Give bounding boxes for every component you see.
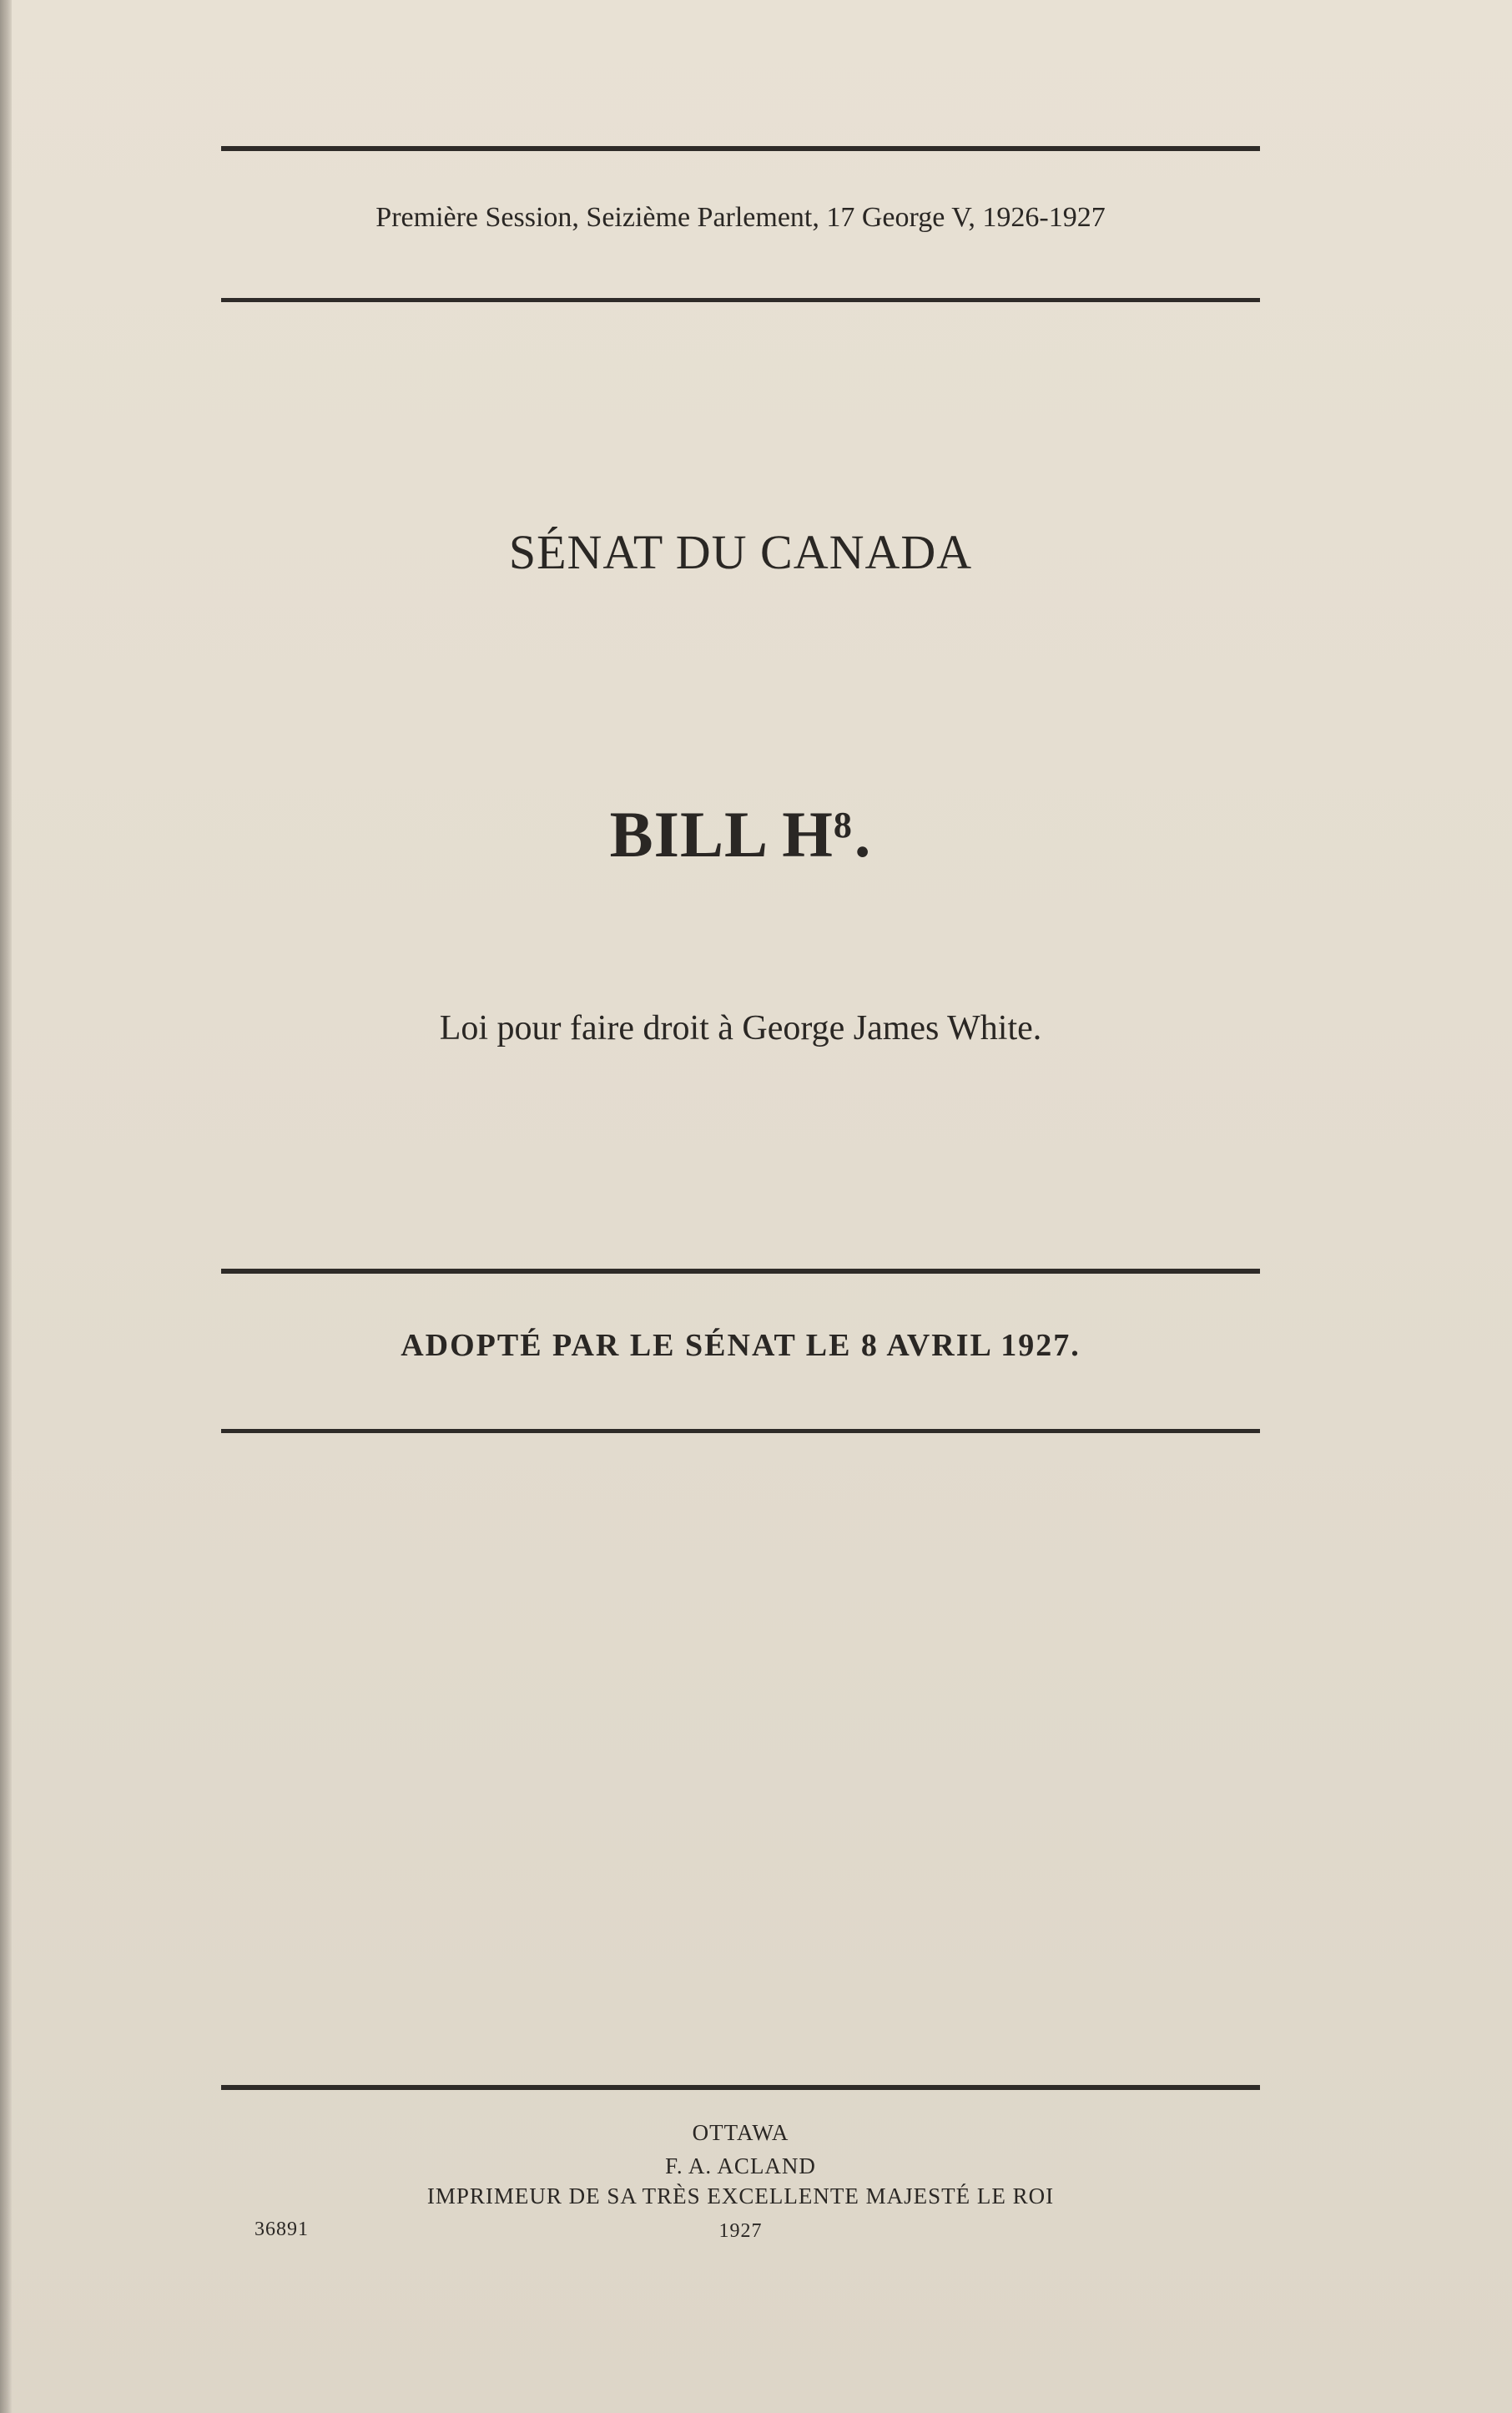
adopted-bottom-rule (221, 1429, 1260, 1433)
imprint-city: OTTAWA (692, 2120, 789, 2145)
top-rule (221, 146, 1260, 151)
bill-superscript: 8 (833, 805, 853, 846)
senate-heading: SÉNAT DU CANADA (508, 525, 973, 579)
bill-suffix: . (854, 798, 872, 871)
bill-number (221, 797, 1260, 872)
imprint-year: 1927 (718, 2220, 763, 2242)
binding-edge (0, 0, 12, 2413)
imprint-rule (221, 2085, 1260, 2090)
imprint-role: IMPRIMEUR DE SA TRÈS EXCELLENTE MAJESTÉ LE ROI (426, 2183, 1055, 2209)
session-rule (221, 298, 1260, 302)
adoption-statement: ADOPTÉ PAR LE SÉNAT LE 8 AVRIL 1927. (401, 1328, 1081, 1363)
bill-title: Loi pour faire droit à George James White. (439, 1009, 1042, 1047)
session-line: Première Session, Seizième Parlement, 17 George V, 1926-1927 (375, 202, 1106, 233)
imprint-number: 36891 (255, 2219, 309, 2240)
show-through-texture (467, 451, 521, 512)
bill-label: BILL H (609, 798, 834, 871)
adopted-top-rule (221, 1269, 1260, 1274)
imprint-printer: F. A. ACLAND (665, 2153, 816, 2178)
